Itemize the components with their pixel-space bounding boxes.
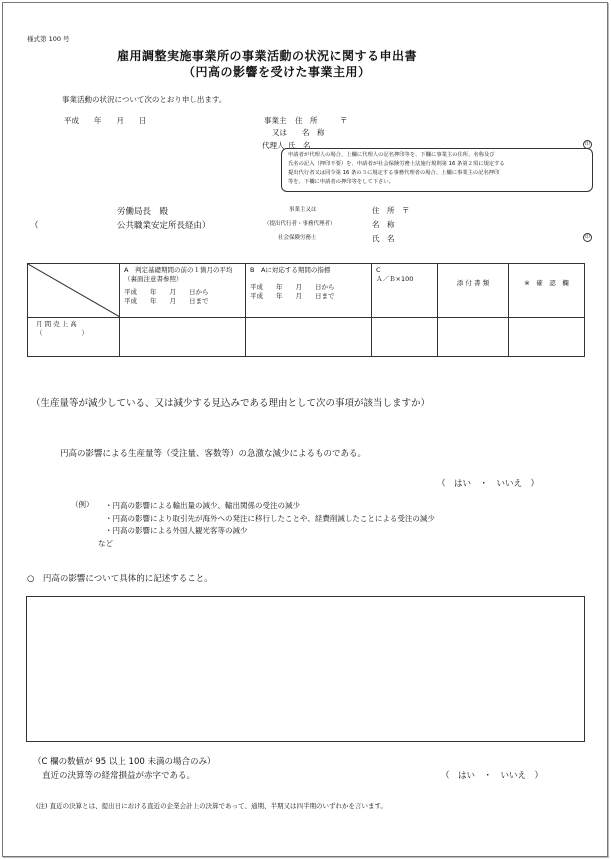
column-a-to: 平成 年 月 日まで [124,297,209,305]
agent-note-line: 申請者が代理人の場合、上欄に代理人の記名押印等を、下欄に事業主の住所、名称及び [288,152,495,158]
footnote: (注) 直近の決算とは、提出日における直近の企業会計上の決算であって、通期、半期又は四半期のいずれかを言います。 [36,802,387,810]
attachments-header [438,264,509,318]
seal-mark: 印 [584,141,590,147]
example-item: ・円高の影響による外国人観光客等の減少 [105,526,248,535]
attachments-label: 添 付 書 類 [456,279,490,287]
column-c-formula: Ａ／Ｂ×100 [376,275,414,283]
agent-note-line: 提出代行者又は同令第 16 条の３に規定する事務代理者の場合、上欄に事業主の記名押印 [288,170,500,176]
column-b-from: 平成 年 月 日から [250,283,335,291]
column-a-header [120,264,246,318]
form-number: 様式第 100 号 [27,35,70,43]
document-title: 雇用調整実施事業所の事業活動の状況に関する申出書 [117,49,418,63]
yes-no-choice-1[interactable]: （ はい ・ いいえ ） [437,479,540,489]
question-text: （生産量等が減少している、又は減少する見込みである理由として次の事項が該当しますか） [31,398,431,409]
describe-instruction: ○ 円高の影響について具体的に記述すること。 [27,574,213,584]
etc-label: など [98,539,113,548]
column-b-to: 平成 年 月 日まで [250,292,335,300]
agent-note-line: 等を、下欄に申請者の押印等をして下さい。 [288,179,394,185]
confirmation-value [509,318,585,357]
column-a-from: 平成 年 月 日から [124,288,209,296]
submitter-label-3: 社会保険労務士 [278,235,317,241]
monthly-sales-paren: （ ） [36,329,88,337]
employer-name-label: 氏 名 [288,141,311,150]
column-a-value[interactable] [120,318,246,357]
employer-company-label: 名 称 [302,128,325,137]
diagonal-header-cell [28,264,120,318]
deficit-text: 直近の決算等の経常損益が赤字である。 [42,771,196,781]
yes-no-choice-2[interactable]: （ はい ・ いいえ ） [441,771,544,781]
intro-text: 事業活動の状況について次のとおり申し出ます。 [62,95,227,104]
example-item: ・円高の影響による輸出量の減少、輸出関係の受注の減少 [105,501,300,510]
monthly-sales-label: 月 間 売 上 高 [36,320,77,328]
column-b-title: B Aに対応する期間の指標 [250,266,331,274]
description-box[interactable] [26,596,585,742]
reason-text: 円高の影響による生産量等（受注量、客数等）の急激な減少によるものである。 [60,449,367,459]
submitter-address-label: 住 所 〒 [372,206,410,215]
column-c-value[interactable] [372,318,438,357]
column-a-title: A 判定基礎期間の前の１箇月の平均（裏面注意書参照） [124,266,233,283]
column-c-title: C [376,266,381,274]
seal-mark: 印 [584,234,590,240]
agent-label: 代理人 [262,141,285,150]
example-item: ・円高の影響により取引先が海外への発注に移行したことや、経費削減したことによる受注の減少 [105,514,435,523]
confirmation-label: ※ 確 認 欄 [524,279,569,287]
confirmation-header [509,264,585,318]
addressee-line2: 公共職業安定所長経由） [117,221,211,231]
employer-label: 事業主 [264,116,287,125]
submitter-label-2: （提出代行者・事務代理者） [264,221,336,227]
attachments-value[interactable] [438,318,509,357]
column-b-value[interactable] [246,318,372,357]
sales-table [27,263,585,357]
addressee-line1: 労働局長 殿 [117,207,169,217]
agent-note-line: 氏名の記入（押印不要）を、申請者が社会保険労務士法施行規則第 16 条第２項に規定する [288,161,505,167]
employer-address-label: 住 所 [295,116,318,125]
row-label-cell [28,318,120,357]
example-label: （例） [71,500,94,509]
diagonal-line [28,264,120,317]
or-label: 又は [272,128,287,137]
submitter-label-1: 事業主又は [289,207,317,213]
date-line: 平成 年 月 日 [64,116,147,125]
postal-mark: 〒 [340,116,348,125]
submitter-company-label: 名 称 [372,220,395,229]
submitter-name-label: 氏 名 [372,234,395,243]
document-subtitle: （円高の影響を受けた事業主用） [183,65,371,79]
c-condition-text: （C 欄の数値が 95 以上 100 未満の場合のみ） [33,757,216,767]
column-c-header [372,264,438,318]
addressee-paren: （ [30,221,39,231]
column-b-header [246,264,372,318]
